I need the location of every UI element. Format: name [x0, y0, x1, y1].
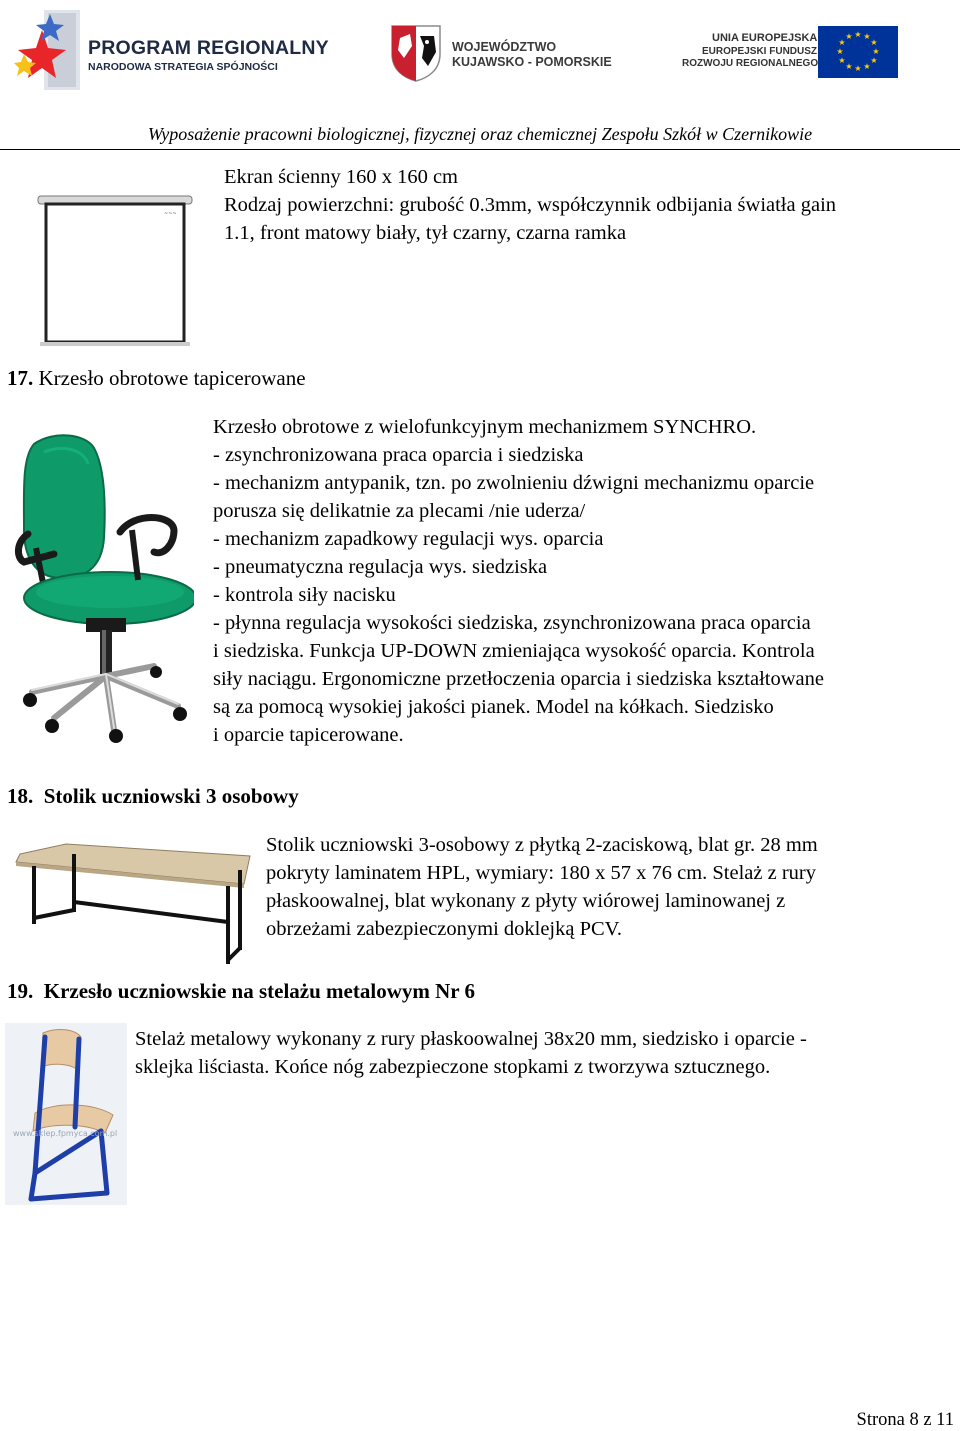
item-19-number: 19. — [7, 979, 34, 1003]
item-17-line-7: - kontrola siły nacisku — [213, 584, 396, 606]
program-logo-title: PROGRAM REGIONALNY — [88, 37, 329, 59]
svg-text:★: ★ — [845, 62, 853, 71]
item-17-title: Krzesło obrotowe tapicerowane — [38, 366, 306, 390]
item-17-number: 17. — [7, 366, 34, 390]
region-logo-line1: WOJEWÓDZTWO — [452, 40, 557, 54]
svg-text:★: ★ — [863, 32, 871, 41]
nss-star-icon — [14, 10, 84, 90]
page-number: Strona 8 z 11 — [856, 1410, 954, 1430]
item-19-line-2: sklejka liściasta. Końce nóg zabezpieczone stopkami z tworzywa sztucznego. — [135, 1056, 771, 1078]
item-18-number: 18. — [7, 784, 34, 808]
svg-text:★: ★ — [870, 56, 878, 65]
svg-text:~~~: ~~~ — [164, 211, 177, 217]
screen-desc-line-2: Rodzaj powierzchni: grubość 0.3mm, współczynnik odbijania światła gain — [224, 194, 837, 216]
item-18-title: Stolik uczniowski 3 osobowy — [43, 784, 299, 808]
eu-flag-icon — [818, 26, 898, 78]
chair-watermark: www.sklep.fpmyca.com.pl — [13, 1129, 118, 1138]
item-17-heading — [7, 366, 306, 391]
item-17-line-11: są za pomocą wysokiej jakości pianek. Model na kółkach. Siedzisko — [213, 696, 774, 718]
item-18-line-3: płaskoowalnej, blat wykonany z płyty wiórowej laminowanej z — [266, 890, 786, 912]
svg-text:★: ★ — [854, 30, 862, 39]
program-logo-subtitle: NARODOWA STRATEGIA SPÓJNOŚCI — [88, 61, 278, 73]
svg-text:★: ★ — [854, 64, 862, 73]
svg-text:★: ★ — [863, 62, 871, 71]
item-17-line-8: - płynna regulacja wysokości siedziska, zsynchronizowana praca oparcia — [213, 612, 811, 634]
student-desk-image — [14, 840, 254, 968]
item-17-line-3: - mechanizm antypanik, tzn. po zwolnieniu dźwigni mechanizmu oparcie — [213, 472, 815, 494]
item-18-line-2: pokryty laminatem HPL, wymiary: 180 x 57 x 76 cm. Stelaż z rury — [266, 862, 816, 884]
program-regionalny-logo — [14, 10, 344, 90]
item-17-line-2: - zsynchronizowana praca oparcia i siedziska — [213, 444, 584, 466]
svg-text:★: ★ — [836, 47, 844, 56]
student-chair-image — [5, 1023, 127, 1205]
svg-text:★: ★ — [838, 56, 846, 65]
item-17-line-5: - mechanizm zapadkowy regulacji wys. oparcia — [213, 528, 604, 550]
screen-desc-line-3: 1.1, front matowy biały, tył czarny, czarna ramka — [224, 222, 627, 244]
svg-text:★: ★ — [870, 38, 878, 47]
screen-desc-line-1: Ekran ścienny 160 x 160 cm — [224, 166, 458, 188]
svg-text:★: ★ — [838, 38, 846, 47]
item-19-heading — [7, 979, 475, 1004]
office-chair-image — [14, 430, 194, 744]
header-divider — [0, 149, 960, 150]
item-18-line-1: Stolik uczniowski 3-osobowy z płytką 2-zaciskową, blat gr. 28 mm — [266, 834, 818, 856]
item-17-line-12: i oparcie tapicerowane. — [213, 724, 404, 746]
eu-logo-line3: ROZWOJU REGIONALNEGO — [682, 58, 819, 69]
item-19-line-1: Stelaż metalowy wykonany z rury płaskoowalnej 38x20 mm, siedzisko i oparcie - — [135, 1028, 807, 1050]
eu-logo-line1: UNIA EUROPEJSKA — [712, 32, 818, 44]
kujawsko-pomorskie-logo — [390, 24, 630, 84]
item-17-line-4: porusza się delikatnie za plecami /nie uderza/ — [213, 500, 586, 522]
item-17-line-10: siły naciągu. Ergonomiczne przetłoczenia oparcia i siedziska kształtowane — [213, 668, 824, 690]
item-18-heading — [7, 784, 299, 809]
item-19-title: Krzesło uczniowskie na stelażu metalowym Nr 6 — [43, 979, 475, 1003]
item-18-line-4: obrzeżami zabezpieczonymi doklejką PCV. — [266, 918, 622, 940]
coat-of-arms-icon — [390, 24, 442, 82]
svg-text:★: ★ — [845, 32, 853, 41]
eu-logo — [680, 26, 902, 82]
projection-screen-image — [36, 192, 196, 354]
item-17-line-1: Krzesło obrotowe z wielofunkcyjnym mechanizmem SYNCHRO. — [213, 416, 757, 438]
item-17-line-6: - pneumatyczna regulacja wys. siedziska — [213, 556, 548, 578]
document-title: Wyposażenie pracowni biologicznej, fizycznej oraz chemicznej Zespołu Szkół w Czernikowie — [147, 124, 813, 144]
eu-logo-line2: EUROPEJSKI FUNDUSZ — [702, 46, 818, 57]
student-chair-drawing — [5, 1023, 127, 1205]
item-17-line-9: i siedziska. Funkcja UP-DOWN zmieniająca wysokość oparcia. Kontrola — [213, 640, 815, 662]
svg-text:★: ★ — [872, 47, 880, 56]
region-logo-line2: KUJAWSKO - POMORSKIE — [452, 55, 612, 69]
